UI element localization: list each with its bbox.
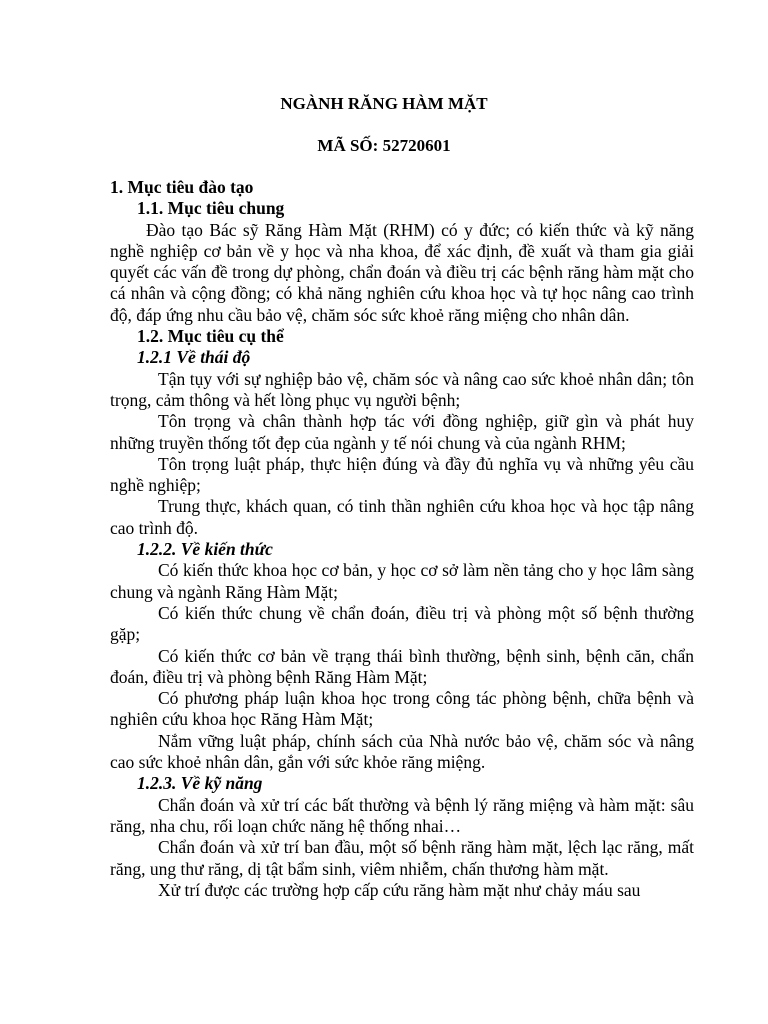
paragraph-general-objective: Đào tạo Bác sỹ Răng Hàm Mặt (RHM) có y đức; có kiến thức và kỹ năng nghề nghiệp cơ bản về y học và nha khoa, để xác định, đề xuất và tham gia giải quyết các vấn đề trong dự phòng, chẩn đoán và điều trị các bệnh răng hàm mặt cho cá nhân và cộng đồng; có khả năng nghiên cứu khoa học và tự học nâng cao trình độ, đáp ứng nhu cầu bảo vệ, chăm sóc sức khoẻ răng miệng cho nhân dân. (110, 219, 694, 325)
paragraph: Chẩn đoán và xử trí các bất thường và bệnh lý răng miệng và hàm mặt: sâu răng, nha chu, rối loạn chức năng hệ thống nhai… (110, 794, 694, 836)
section-heading-1: 1. Mục tiêu đào tạo (110, 177, 254, 197)
document-title: NGÀNH RĂNG HÀM MẶT (280, 94, 488, 113)
paragraph: Tôn trọng luật pháp, thực hiện đúng và đầy đủ nghĩa vụ và những yêu cầu nghề nghiệp; (110, 453, 694, 496)
paragraph: Có kiến thức khoa học cơ bản, y học cơ sở làm nền tảng cho y học lâm sàng chung và ngành Răng Hàm Mặt; (110, 560, 694, 602)
paragraph: Có kiến thức cơ bản về trạng thái bình thường, bệnh sinh, bệnh căn, chẩn đoán, điều trị và phòng bệnh Răng Hàm Mặt; (110, 645, 694, 687)
section-heading-1-2-3: 1.2.3. Về kỹ năng (137, 773, 263, 794)
paragraph: Có phương pháp luận khoa học trong công tác phòng bệnh, chữa bệnh và nghiên cứu khoa học Răng Hàm Mặt; (110, 688, 694, 730)
paragraph: Xử trí được các trường hợp cấp cứu răng hàm mặt như chảy máu sau (158, 879, 641, 900)
program-code: MÃ SỐ: 52720601 (317, 136, 451, 155)
section-heading-1-1: 1.1. Mục tiêu chung (137, 198, 285, 219)
paragraph: Nắm vững luật pháp, chính sách của Nhà nước bảo vệ, chăm sóc và nâng cao sức khoẻ nhân dân, gắn với sức khỏe răng miệng. (110, 730, 694, 773)
paragraph: Chẩn đoán và xử trí ban đầu, một số bệnh răng hàm mặt, lệch lạc răng, mất răng, ung thư răng, dị tật bẩm sinh, viêm nhiễm, chấn thương hàm mặt. (110, 837, 694, 879)
paragraph: Tôn trọng và chân thành hợp tác với đồng nghiệp, giữ gìn và phát huy những truyền thống tốt đẹp của ngành y tế nói chung và của ngành RHM; (110, 411, 694, 453)
paragraph: Tận tụy với sự nghiệp bảo vệ, chăm sóc và nâng cao sức khoẻ nhân dân; tôn trọng, cảm thông và hết lòng phục vụ người bệnh; (110, 368, 694, 410)
section-heading-1-2-2: 1.2.2. Về kiến thức (137, 539, 273, 560)
section-heading-1-2: 1.2. Mục tiêu cụ thể (137, 326, 284, 347)
section-heading-1-2-1: 1.2.1 Về thái độ (137, 347, 251, 368)
paragraph: Có kiến thức chung về chẩn đoán, điều trị và phòng một số bệnh thường gặp; (110, 602, 694, 645)
document-body (110, 177, 694, 901)
paragraph: Trung thực, khách quan, có tinh thần nghiên cứu khoa học và học tập nâng cao trình độ. (110, 496, 694, 538)
